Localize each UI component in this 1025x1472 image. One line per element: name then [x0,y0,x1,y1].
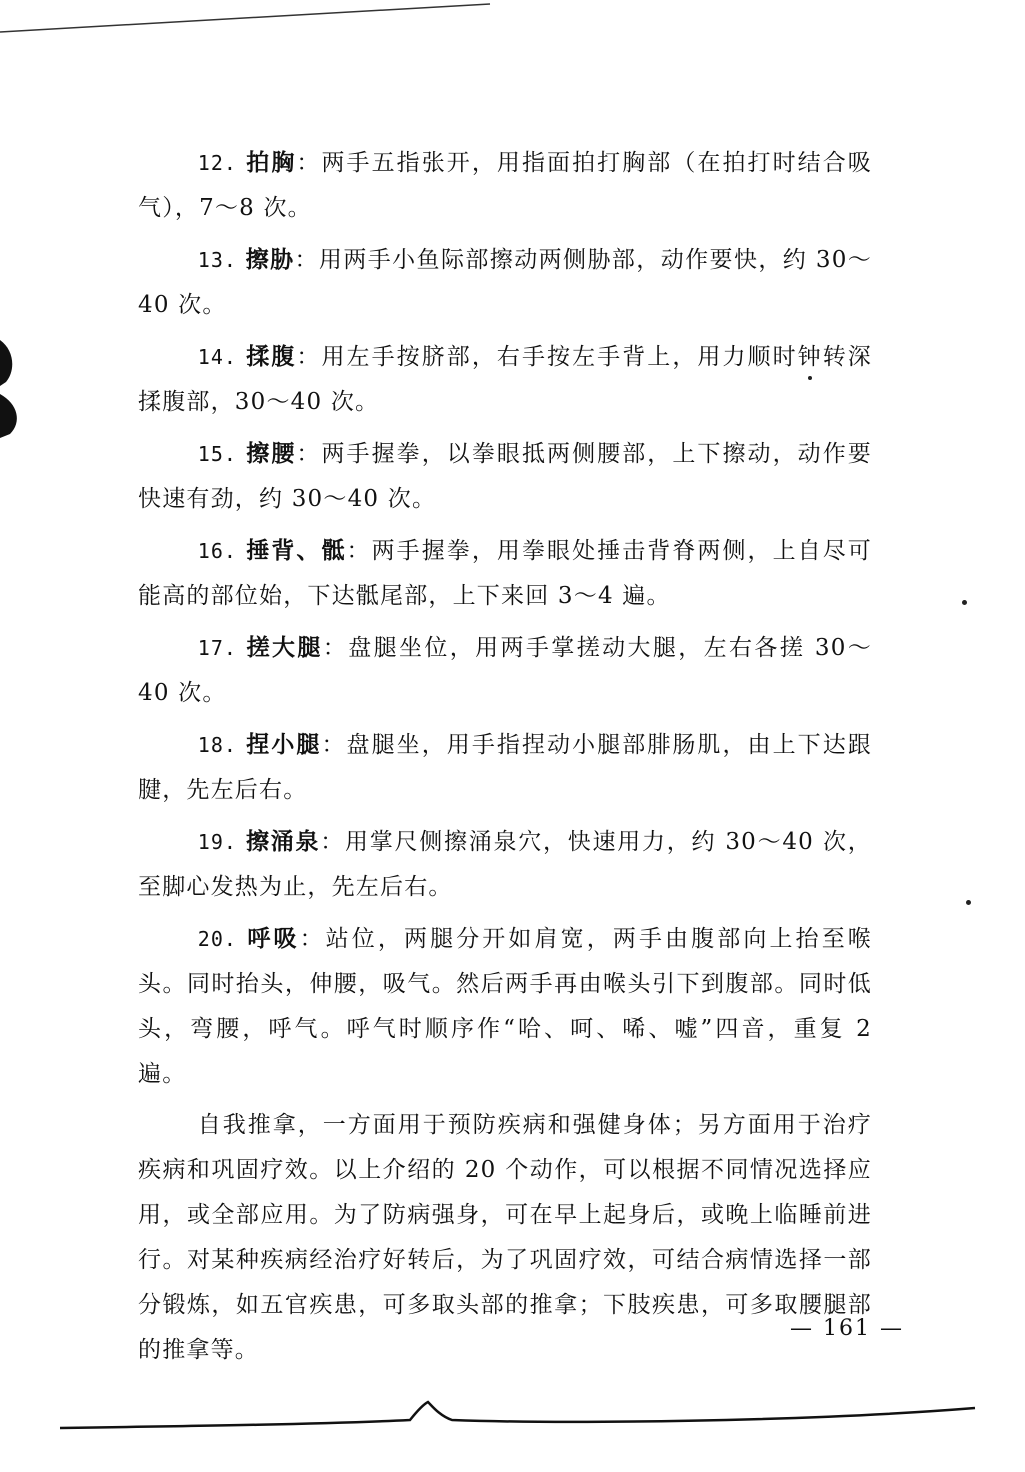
item-separator: ： [322,635,349,661]
item-separator: ： [321,732,347,758]
item-separator: ： [294,247,319,273]
item-text: 盘腿坐，用手指捏动小腿部腓肠肌，由上下达跟腱，先左后右。 [138,732,872,803]
bottom-rule-line [0,1380,1025,1440]
item-text: 两手握拳，以拳眼抵两侧腰部，上下擦动，动作要快速有劲，约 30～40 次。 [138,441,872,512]
item-separator: ： [296,150,322,176]
item-term: 拍胸 [246,149,297,176]
item-term: 捶背、骶 [246,537,347,564]
item-separator: ： [299,926,326,952]
item-text: 两手五指张开，用指面拍打胸部（在拍打时结合吸气），7～8 次。 [138,150,872,221]
item-term: 揉腹 [246,343,297,370]
top-rule-line [0,0,1025,40]
item-separator: ： [320,829,346,855]
item-number: 13. [197,248,237,272]
item-term: 擦胁 [245,246,295,273]
item-number: 20. [197,927,237,951]
list-item [138,237,872,328]
list-item [138,431,872,522]
item-term: 擦涌泉 [245,828,321,855]
item-number: 14. [197,345,237,369]
item-text: 用掌尺侧擦涌泉穴，快速用力，约 30～40 次，至脚心发热为止，先左后右。 [138,829,872,900]
item-separator: ： [346,538,372,564]
main-text [138,140,872,1373]
item-separator: ： [296,344,322,370]
item-term: 擦腰 [246,440,297,467]
item-number: 17. [197,636,237,660]
scan-speck [966,900,971,905]
scan-speck [962,600,967,605]
list-item [138,722,872,813]
list-item [138,819,872,910]
list-item [138,140,872,231]
item-text: 盘腿坐位，用两手掌搓动大腿，左右各搓 30～40 次。 [138,635,872,706]
scan-speck [808,376,812,380]
item-separator: ： [296,441,322,467]
list-item [138,916,872,1097]
closing-paragraph: 自我推拿，一方面用于预防疾病和强健身体；另方面用于治疗疾病和巩固疗效。以上介绍的 20 个动作，可以根据不同情况选择应用，或全部应用。为了防病强身，可在早上起身后，或晚上临睡前进行。对某种疾病经治疗好转后，为了巩固疗效，可结合病情选择一部分锻炼，如五官疾患，可多取头部的推拿；下肢疾患，可多取腰腿部的推拿等。 [138,1112,872,1363]
item-term: 呼吸 [247,925,300,952]
item-number: 16. [197,539,237,563]
item-text: 两手握拳，用拳眼处捶击背脊两侧，上自尽可能高的部位始，下达骶尾部，上下来回 3～4 遍。 [138,538,872,609]
item-term: 搓大腿 [246,634,323,661]
binding-edge-mark [0,330,26,440]
item-number: 18. [197,733,237,757]
list-item [138,625,872,716]
page-number: — 161 — [790,1316,904,1341]
item-text: 用左手按脐部，右手按左手背上，用力顺时钟转深揉腹部，30～40 次。 [138,344,872,415]
item-number: 12. [197,151,237,175]
item-text: 站位，两腿分开如肩宽，两手由腹部向上抬至喉头。同时抬头，伸腰，吸气。然后两手再由喉头引下到腹部。同时低头，弯腰，呼气。呼气时顺序作“哈、呵、唏、嘘”四音，重复 2 遍。 [138,926,872,1087]
item-term: 捏小腿 [246,731,322,758]
item-text: 用两手小鱼际部擦动两侧胁部，动作要快，约 30～40 次。 [138,247,872,318]
list-item [138,528,872,619]
list-item [138,334,872,425]
item-number: 15. [197,442,237,466]
item-number: 19. [197,830,237,854]
